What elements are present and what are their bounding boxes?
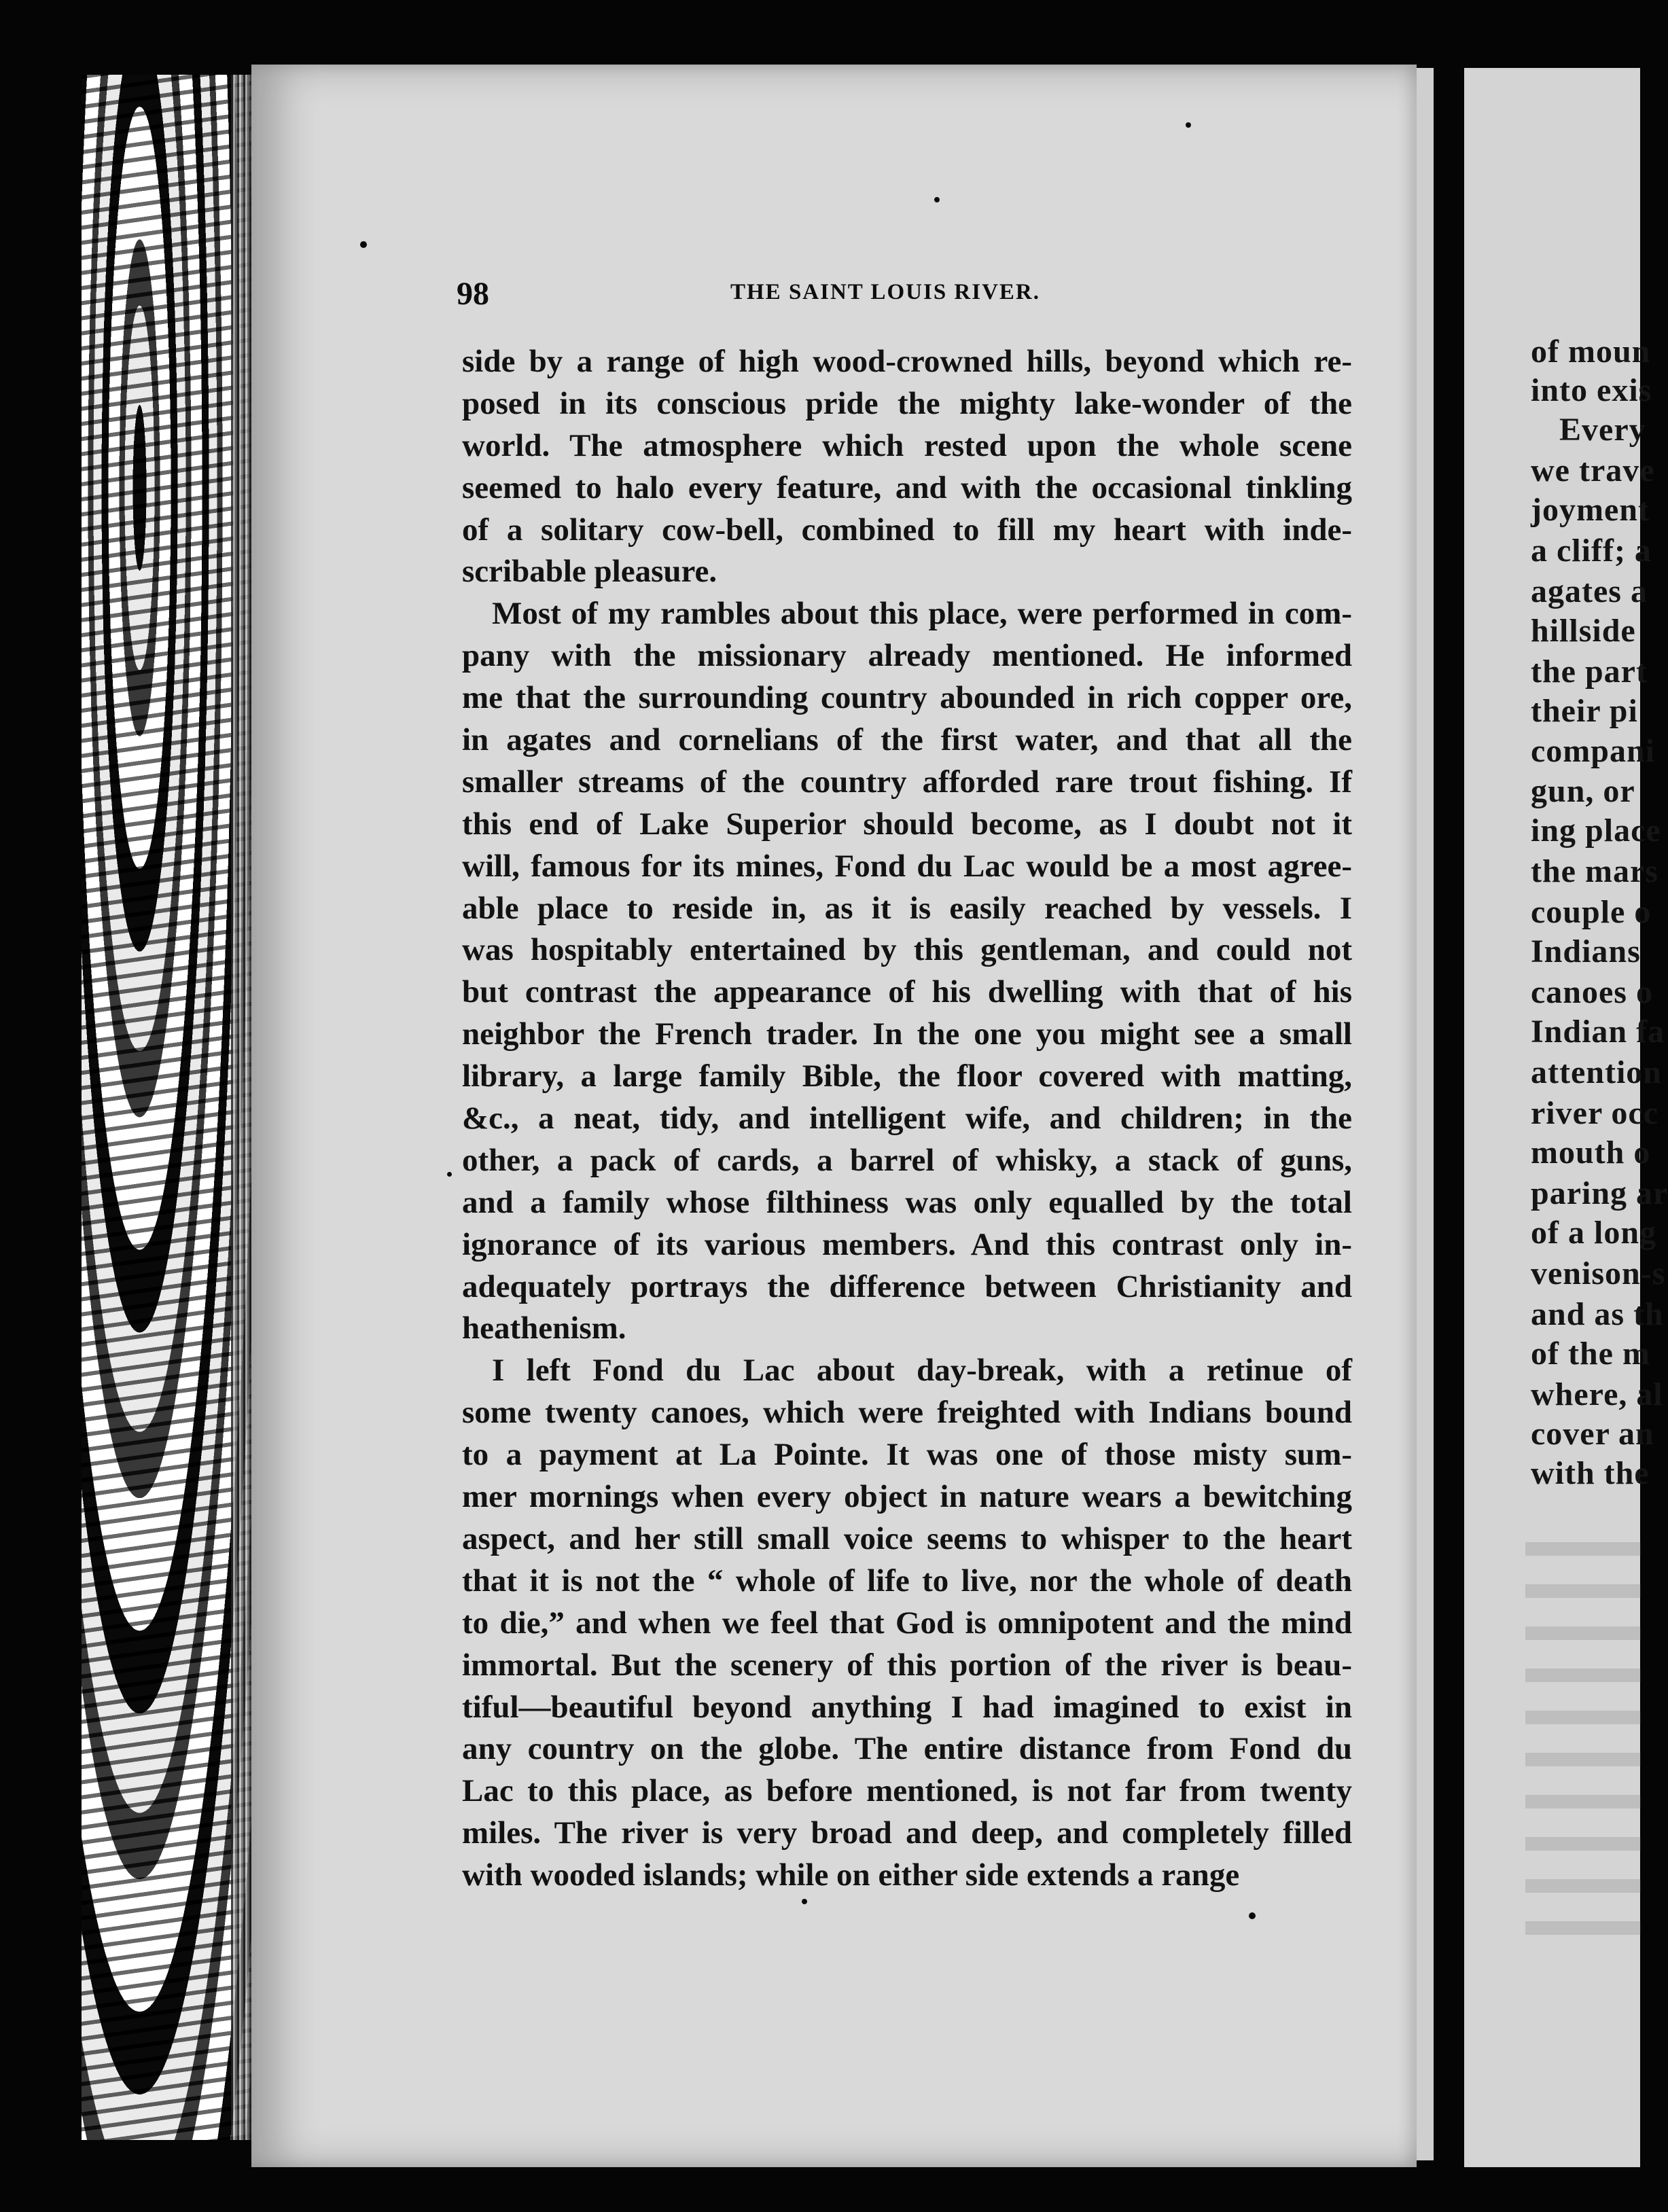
adjacent-page-line: ing place bbox=[1531, 813, 1661, 849]
adjacent-page-line: of the m bbox=[1531, 1336, 1650, 1372]
adjacent-page-line: Indians bbox=[1531, 933, 1641, 969]
adjacent-page-line: the part bbox=[1531, 654, 1648, 690]
text-line: Most of my rambles about this place, were performed in com- bbox=[492, 596, 1352, 632]
adjacent-page-line: of a long bbox=[1531, 1215, 1657, 1251]
text-line: was hospitably entertained by this gentleman, and could not bbox=[462, 932, 1352, 968]
text-line: able place to reside in, as it is easily reached by vessels. I bbox=[462, 890, 1352, 926]
adjacent-page-line: mouth o bbox=[1531, 1135, 1651, 1171]
text-line: but contrast the appearance of his dwelling with that of his bbox=[462, 974, 1352, 1010]
adjacent-page-line: paring ar bbox=[1531, 1175, 1668, 1211]
scan-speck bbox=[447, 1172, 452, 1177]
text-line: of a solitary cow-bell, combined to fill my heart with inde- bbox=[462, 512, 1352, 548]
text-line: will, famous for its mines, Fond du Lac would be a most agree- bbox=[462, 848, 1352, 884]
adjacent-page-line: Indian fa bbox=[1531, 1014, 1665, 1050]
text-line: posed in its conscious pride the mighty lake-wonder of the bbox=[462, 385, 1352, 421]
text-line: neighbor the French trader. In the one you might see a small bbox=[462, 1016, 1352, 1052]
text-line: aspect, and her still small voice seems to whisper to the heart bbox=[462, 1520, 1352, 1556]
scan-speck bbox=[802, 1899, 807, 1904]
adjacent-page-line: into exis bbox=[1531, 372, 1652, 408]
text-line: seemed to halo every feature, and with the occasional tinkling bbox=[462, 469, 1352, 505]
adjacent-page-line: where, al bbox=[1531, 1376, 1663, 1412]
adjacent-page-line: agates a bbox=[1531, 573, 1648, 609]
scan-speck bbox=[934, 197, 940, 202]
text-line: me that the surrounding country abounded in rich copper ore, bbox=[462, 680, 1352, 716]
text-line: in agates and cornelians of the first water, and that all the bbox=[462, 722, 1352, 758]
adjacent-page-line: gun, or bbox=[1531, 773, 1635, 809]
adjacent-page-line: couple o bbox=[1531, 894, 1652, 930]
adjacent-page-line: Every bbox=[1559, 412, 1646, 448]
text-line: to die,” and when we feel that God is omnipotent and the mind bbox=[462, 1605, 1352, 1641]
adjacent-page-line: we trave bbox=[1531, 452, 1655, 488]
adjacent-page-line: with the bbox=[1531, 1455, 1650, 1491]
running-head: THE SAINT LOUIS RIVER. bbox=[730, 280, 1041, 304]
text-line: pany with the missionary already mentioned. He informed bbox=[462, 638, 1352, 674]
text-line: world. The atmosphere which rested upon the whole scene bbox=[462, 427, 1352, 463]
text-line: side by a range of high wood-crowned hills, beyond which re- bbox=[462, 344, 1352, 379]
text-line: tiful—beautiful beyond anything I had imagined to exist in bbox=[462, 1689, 1352, 1725]
adjacent-page-line: river occ bbox=[1531, 1095, 1658, 1131]
page-number: 98 bbox=[457, 276, 489, 312]
text-line: library, a large family Bible, the floor covered with matting, bbox=[462, 1058, 1352, 1094]
text-line: to a payment at La Pointe. It was one of those misty sum- bbox=[462, 1437, 1352, 1473]
text-line: miles. The river is very broad and deep, and completely filled bbox=[462, 1815, 1352, 1851]
text-line: smaller streams of the country afforded rare trout fishing. If bbox=[462, 764, 1352, 800]
adjacent-page-line: attention bbox=[1531, 1054, 1662, 1090]
adjacent-page-line: compani bbox=[1531, 733, 1656, 769]
scan-speck bbox=[1249, 1912, 1256, 1919]
text-line: Lac to this place, as before mentioned, is not far from twenty bbox=[462, 1773, 1352, 1809]
text-line: adequately portrays the difference between Christianity and bbox=[462, 1268, 1352, 1304]
text-line: mer mornings when every object in nature wears a bewitching bbox=[462, 1479, 1352, 1515]
text-line: other, a pack of cards, a barrel of whisky, a stack of guns, bbox=[462, 1142, 1352, 1178]
page-fore-edge bbox=[1417, 68, 1434, 2160]
text-line: any country on the globe. The entire distance from Fond du bbox=[462, 1731, 1352, 1767]
text-line: this end of Lake Superior should become, as I doubt not it bbox=[462, 806, 1352, 842]
faded-text-area bbox=[1525, 1542, 1641, 1950]
text-line: scribable pleasure. bbox=[462, 554, 717, 590]
adjacent-page-line: a cliff; a bbox=[1531, 533, 1652, 569]
adjacent-page-line: of moun bbox=[1531, 334, 1651, 370]
adjacent-page-line: canoes o bbox=[1531, 974, 1653, 1010]
text-line: ignorance of its various members. And this contrast only in- bbox=[462, 1226, 1352, 1262]
adjacent-page-line: hillside bbox=[1531, 613, 1636, 649]
adjacent-page-line: joyment bbox=[1531, 492, 1650, 528]
page-body-text bbox=[462, 341, 1352, 1897]
text-line: that it is not the “ whole of life to live, nor the whole of death bbox=[462, 1563, 1352, 1599]
text-line: heathenism. bbox=[462, 1310, 626, 1346]
text-line: some twenty canoes, which were freighted with Indians bound bbox=[462, 1395, 1352, 1431]
adjacent-page-line: cover an bbox=[1531, 1416, 1654, 1452]
text-line: &c., a neat, tidy, and intelligent wife, and children; in the bbox=[462, 1101, 1352, 1137]
scan-speck bbox=[360, 241, 367, 248]
adjacent-page-line: and as th bbox=[1531, 1296, 1664, 1332]
adjacent-page-line: their pi bbox=[1531, 693, 1638, 729]
text-line: with wooded islands; while on either side extends a range bbox=[462, 1857, 1240, 1893]
text-line: I left Fond du Lac about day-break, with a retinue of bbox=[492, 1353, 1352, 1389]
scan-speck bbox=[1186, 122, 1191, 128]
text-line: immortal. But the scenery of this portion of the river is beau- bbox=[462, 1647, 1352, 1683]
adjacent-page-line: venison-s bbox=[1531, 1255, 1666, 1291]
adjacent-page-fragment bbox=[1464, 68, 1668, 2167]
adjacent-page-line: the mars bbox=[1531, 853, 1658, 889]
text-line: and a family whose filthiness was only equalled by the total bbox=[462, 1184, 1352, 1220]
